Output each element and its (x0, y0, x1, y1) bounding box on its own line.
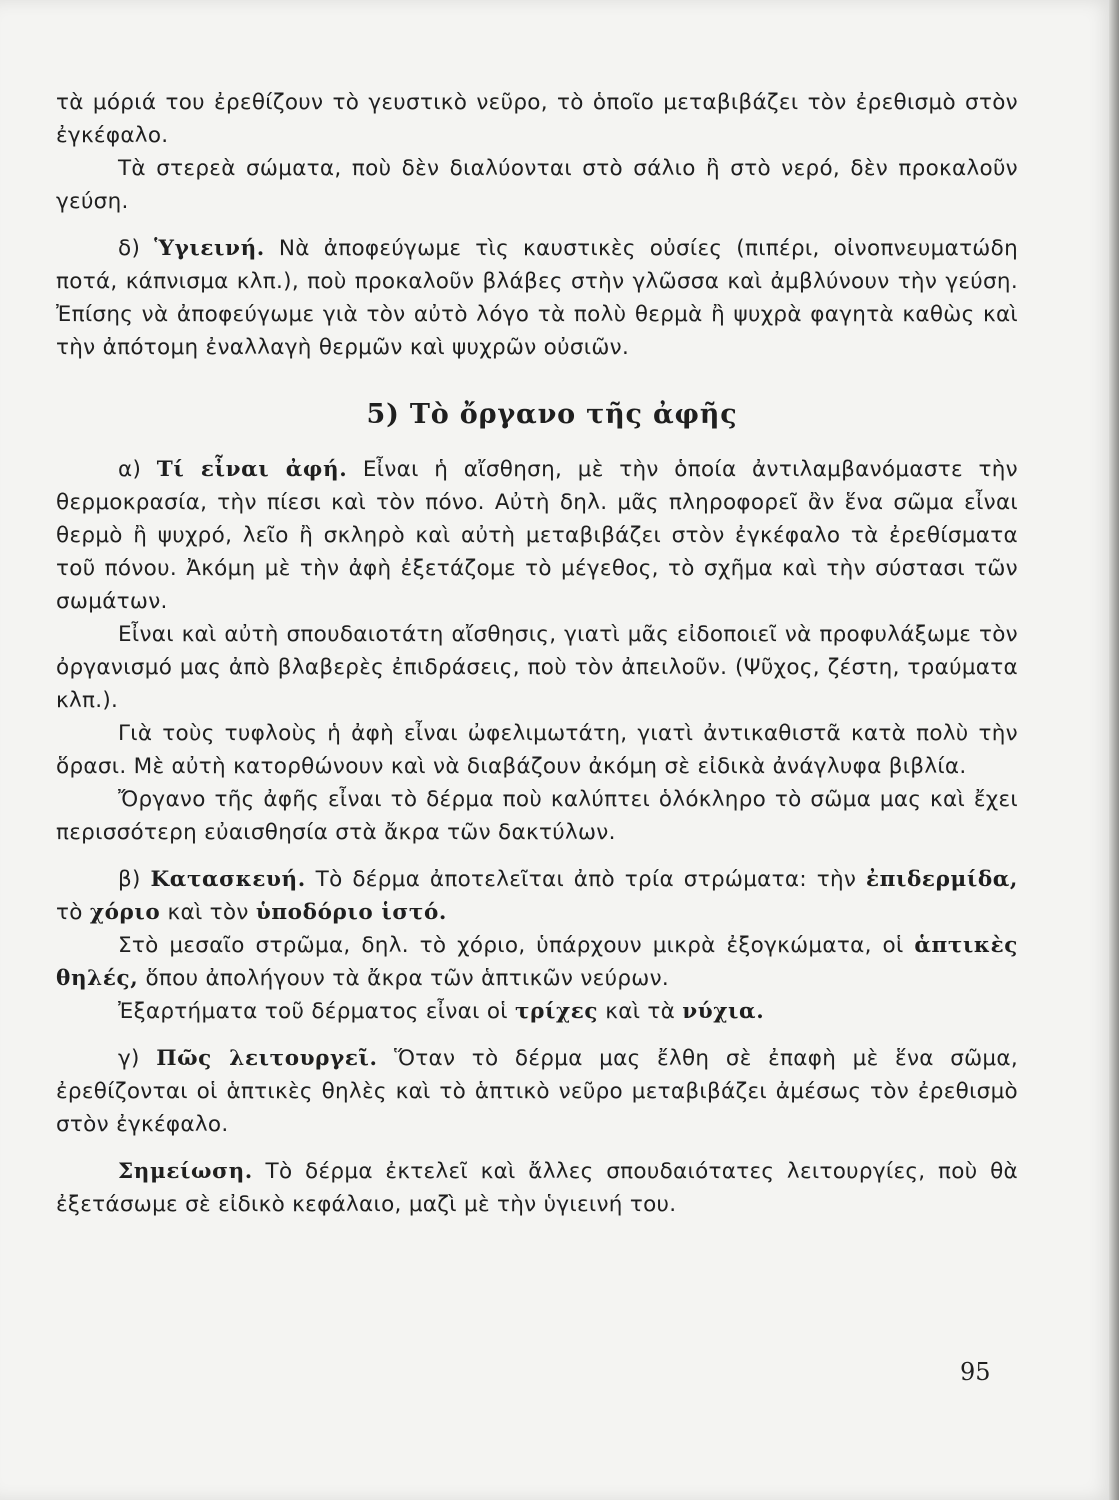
term-structure: Κατασκευή. (150, 867, 306, 892)
paragraph-what-is-touch (56, 453, 1018, 618)
paragraph-how-it-works (56, 1042, 1018, 1141)
structure-mid-1: τὸ (56, 900, 83, 925)
paragraph-blind: Γιὰ τοὺς τυφλοὺς ἡ ἀφὴ εἶναι ὠφελιμωτάτη, γιατὶ ἀντικαθιστᾶ κατὰ πολὺ τὴν ὅρασι. Μὲ αὐτὴ κατορθώνουν καὶ νὰ διαβάζουν ἀκόμη σὲ εἰδικὰ ἀνάγλυφα βιβλία. (56, 721, 1018, 779)
hygiene-text: Νὰ ἀποφεύγωμε τὶς καυστικὲς οὐσίες (πιπέρι, οἰνοπνευματώδη ποτά, κάπνισμα κλπ.), ποὺ προκαλοῦν βλάβες στὴν γλῶσσα καὶ ἀμβλύνουν τὴν γεύση. Ἐπίσης νὰ ἀποφεύγωμε γιὰ τὸν αὐτὸ λόγο τὰ πολὺ θερμὰ ἢ ψυχρὰ φαγητὰ καθὼς καὶ τὴν ἀπότομη ἐναλλαγὴ θερμῶν καὶ ψυχρῶν οὐσιῶν. (56, 236, 1018, 360)
what-is-touch-text: Εἶναι ἡ αἴσθηση, μὲ τὴν ὁποία ἀντιλαμβανόμαστε τὴν θερμοκρασία, τὴν πίεσι καὶ τὸν πόνο. Αὐτὴ δηλ. μᾶς πληροφορεῖ ἂν ἕνα σῶμα εἶναι θερμὸ ἢ ψυχρό, λεῖο ἢ σκληρὸ καὶ αὐτὴ μεταβιβάζει στὸν ἐγκέφαλο τὰ ἐρεθίσματα τοῦ πόνου. Ἀκόμη μὲ τὴν ἀφὴ ἐξετάζομε τὸ μέγεθος, τὸ σχῆμα καὶ τὴν σύστασι τῶν σωμάτων. (56, 457, 1018, 614)
term-subcutaneous: ὑποδόριο ἱστό. (255, 900, 447, 925)
how-it-works-text: Ὅταν τὸ δέρμα μας ἔλθη σὲ ἐπαφὴ μὲ ἕνα σῶμα, ἐρεθίζονται οἱ ἁπτικὲς θηλὲς καὶ τὸ ἁπτικὸ νεῦρο μεταβιβάζει ἀμέσως τὸν ἐρεθισμὸ στὸν ἐγκέφαλο. (56, 1046, 1019, 1137)
note-text: Τὸ δέρμα ἐκτελεῖ καὶ ἄλλες σπουδαιότατες λειτουργίες, ποὺ θὰ ἐξετάσωμε σὲ εἰδικὸ κεφάλαιο, μαζὶ μὲ τὴν ὑγιεινή του. (56, 1159, 1019, 1217)
term-dermis: χόριο (89, 900, 161, 925)
label-delta: δ) (118, 236, 141, 261)
paragraph-solid-bodies: Τὰ στερεὰ σώματα, ποὺ δὲν διαλύονται στὸ σάλιο ἢ στὸ νερό, δὲν προκαλοῦν γεύση. (56, 156, 1018, 214)
paragraph-touch-importance: Εἶναι καὶ αὐτὴ σπουδαιοτάτη αἴσθησις, γιατὶ μᾶς εἰδοποιεῖ νὰ προφυλάξωμε τὸν ὀργανισμό μας ἀπὸ βλαβερὲς ἐπιδράσεις, ποὺ τὸν ἀπειλοῦν. (Ψῦχος, ζέστη, τραύματα κλπ.). (56, 622, 1018, 713)
paragraph-hygiene (56, 232, 1018, 364)
paragraph-taste-nerve: τὰ μόριά του ἐρεθίζουν τὸ γευστικὸ νεῦρο, τὸ ὁποῖο μεταβιβάζει τὸν ἐρεθισμὸ στὸν ἐγκέφαλο. (56, 90, 1018, 148)
label-alpha: α) (118, 457, 142, 482)
paragraph-skin-appendages (56, 995, 1018, 1028)
label-beta: β) (118, 867, 141, 892)
term-hair: τρίχες (515, 999, 599, 1024)
page-content (56, 86, 1018, 1221)
term-hygiene: Ὑγιεινή. (154, 236, 265, 261)
term-epidermis: ἐπιδερμίδα, (865, 867, 1019, 892)
structure-mid-2: καὶ τὸν (167, 900, 249, 925)
paragraph-note (56, 1155, 1018, 1221)
appendages-text-start: Ἐξαρτήματα τοῦ δέρματος εἶναι οἱ (118, 999, 508, 1024)
page-number: 95 (960, 1358, 991, 1386)
structure-text: Τὸ δέρμα ἀποτελεῖται ἀπὸ τρία στρώματα: τὴν (315, 867, 857, 892)
appendages-mid: καὶ τὰ (605, 999, 676, 1024)
papillae-text-start: Στὸ μεσαῖο στρῶμα, δηλ. τὸ χόριο, ὑπάρχουν μικρὰ ἐξογκώματα, οἱ (118, 933, 904, 958)
term-what-is-touch: Τί εἶναι ἀφή. (156, 457, 348, 482)
section-heading: 5) Τὸ ὄργανο τῆς ἀφῆς (366, 399, 738, 430)
paragraph-structure (56, 863, 1018, 929)
term-how-it-works: Πῶς λειτουργεῖ. (156, 1046, 378, 1071)
paragraph-tactile-papillae (56, 929, 1018, 995)
label-gamma: γ) (118, 1046, 140, 1071)
term-note: Σημείωση. (118, 1159, 253, 1184)
page-spine-shadow (1109, 0, 1119, 1500)
papillae-text-end: ὅπου ἀπολήγουν τὰ ἄκρα τῶν ἁπτικῶν νεύρων. (145, 966, 670, 991)
paragraph-touch-organ: Ὄργανο τῆς ἀφῆς εἶναι τὸ δέρμα ποὺ καλύπτει ὁλόκληρο τὸ σῶμα μας καὶ ἔχει περισσότερη εὐαισθησία στὰ ἄκρα τῶν δακτύλων. (56, 787, 1018, 845)
term-tactile-papillae: ἁπτικὲς θηλές, (56, 933, 1018, 991)
term-nails: νύχια. (682, 999, 765, 1024)
